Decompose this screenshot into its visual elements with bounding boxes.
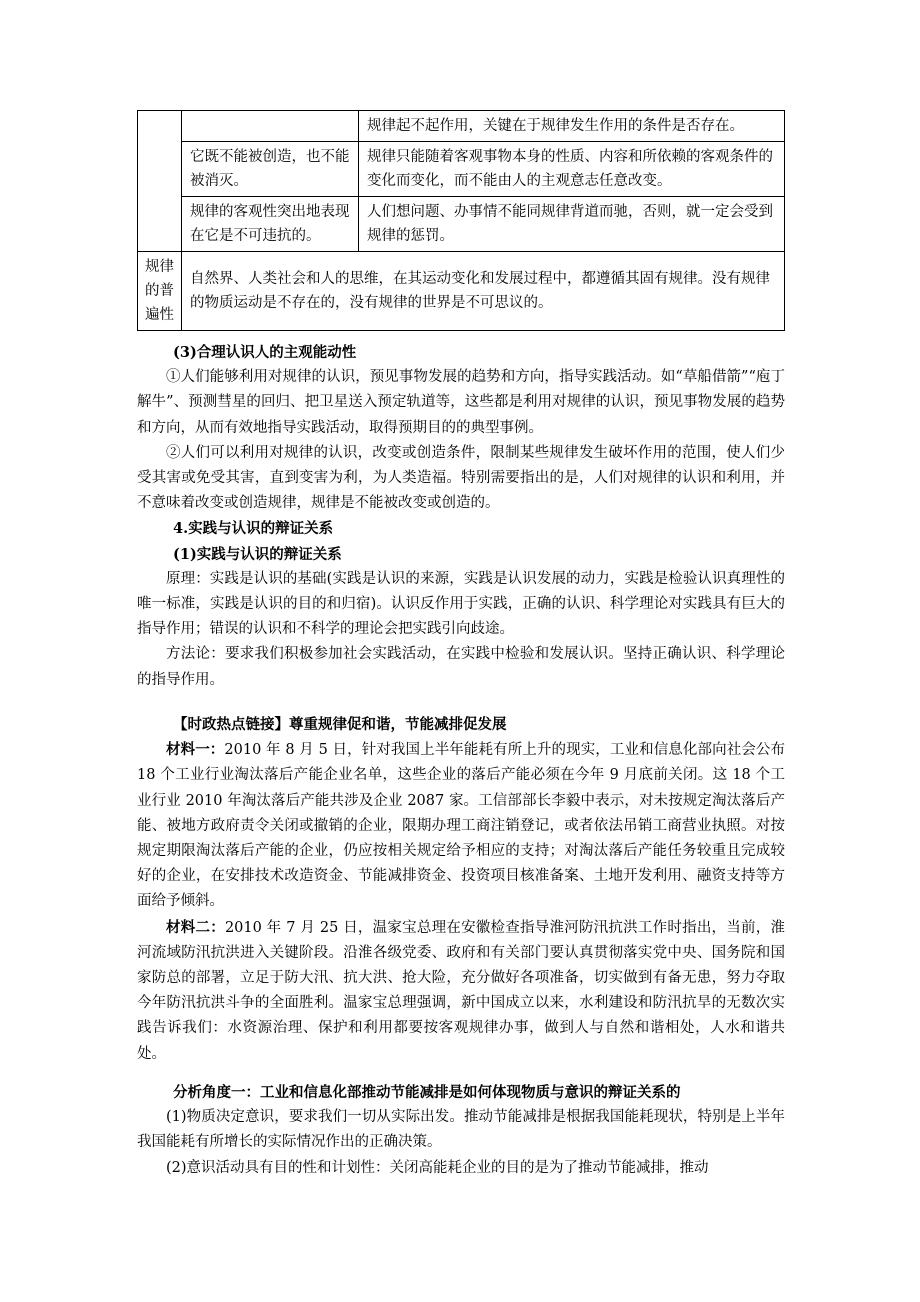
material-two bbox=[137, 915, 785, 1067]
paragraph: (1)物质决定意识，要求我们一切从实际出发。推动节能减排是根据我国能耗现状，特别是上半年我国能耗有所增长的实际情况作出的正确决策。 bbox=[137, 1109, 785, 1151]
table-cell bbox=[138, 111, 182, 252]
law-table bbox=[137, 110, 785, 331]
paragraph: 原理：实践是认识的基础(实践是认识的来源，实践是认识发展的动力，实践是检验认识真理性的唯一标准，实践是认识的目的和归宿)。认识反作用于实践，正确的认识、科学理论对实践具有巨大的指导作用；错误的认识和不科学的理论会把实践引向歧途。 bbox=[137, 570, 785, 638]
material-label: 材料一： bbox=[166, 741, 225, 759]
material-label: 材料二： bbox=[166, 918, 225, 936]
paragraph: (2)意识活动具有目的性和计划性：关闭高能耗企业的目的是为了推动节能减排，推动 bbox=[166, 1159, 709, 1176]
section-heading: 【时政热点链接】尊重规律促和谐，节能减排促发展 bbox=[173, 716, 507, 733]
table-row bbox=[138, 197, 785, 252]
table-cell bbox=[182, 111, 359, 142]
section-heading: 分析角度一：工业和信息化部推动节能减排是如何体现物质与意识的辩证关系的 bbox=[173, 1084, 681, 1101]
paragraph: ①人们能够利用对规律的认识，预见事物发展的趋势和方向，指导实践活动。如“草船借箭”“庖丁解牛”、预测彗星的回归、把卫星送入预定轨道等，这些都是利用对规律的认识，预见事物发展的趋势和方向，从而有效地指导实践活动，取得预期目的的典型事例。 bbox=[137, 369, 785, 436]
paragraph: ②人们可以利用对规律的认识，改变或创造条件，限制某些规律发生破坏作用的范围，使人们少受其害或免受其害，直到变害为利，为人类造福。特别需要指出的是，人们对规律的认识和利用，并不意味着改变或创造规律，规律是不能被改变或创造的。 bbox=[137, 444, 785, 512]
material-text: 2010 年 7 月 25 日，温家宝总理在安徽检查指导淮河防汛抗洪工作时指出，当前，淮河流域防汛抗洪进入关键阶段。沿淮各级党委、政府和有关部门要认真贯彻落实党中央、国务院和国家防总的部署，立足于防大汛、抗大洪、抢大险，充分做好各项准备，切实做到有备无患，努力夺取今年防汛抗洪斗争的全面胜利。温家宝总理强调，新中国成立以来，水利建设和防汛抗旱的无数次实践告诉我们：水资源治理、保护和利用都要按客观规律办事，做到人与自然和谐相处，人水和谐共处。 bbox=[137, 919, 785, 1062]
table-row bbox=[138, 252, 785, 331]
table-cell: 规律的客观性突出地表现在它是不可违抗的。 bbox=[182, 197, 359, 252]
section-subjective-initiative bbox=[137, 340, 785, 693]
table-cell: 人们想问题、办事情不能同规律背道而驰，否则，就一定会受到规律的惩罚。 bbox=[359, 197, 785, 252]
table-row bbox=[138, 111, 785, 142]
section-hot-topic bbox=[137, 712, 785, 1067]
paragraph: 方法论：要求我们积极参加社会实践活动，在实践中检验和发展认识。坚持正确认识、科学理论的指导作用。 bbox=[137, 646, 785, 688]
table-cell: 规律只能随着客观事物本身的性质、内容和所依赖的客观条件的变化而变化，而不能由人的主观意志任意改变。 bbox=[359, 142, 785, 197]
table-cell-universality: 规律的普遍性 bbox=[138, 252, 182, 331]
material-text: 2010 年 8 月 5 日，针对我国上半年能耗有所上升的现实，工业和信息化部向社会公布 18 个工业行业淘汰落后产能企业名单，这些企业的落后产能必须在今年 9 月底前关闭。这 18 个工业行业 2010 年淘汰落后产能共涉及企业 2087 家。工信部部长李毅中表示，对未按规定淘汰落后产能、被地方政府责令关闭或撤销的企业，限期办理工商注销登记，或者依法吊销工商营业执照。对按规定期限淘汰落后产能的企业，仍应按相关规定给予相应的支持；对淘汰落后产能任务较重且完成较好的企业，在安排技术改造资金、节能减排资金、投资项目核准备案、土地开发利用、融资支持等方面给予倾斜。 bbox=[137, 742, 785, 910]
table-cell: 自然界、人类社会和人的思维，在其运动变化和发展过程中，都遵循其固有规律。没有规律的物质运动是不存在的，没有规律的世界是不可思议的。 bbox=[182, 252, 785, 331]
section-heading: 4.实践与认识的辩证关系 bbox=[173, 520, 334, 538]
table-cell: 它既不能被创造，也不能被消灭。 bbox=[182, 142, 359, 197]
table-row bbox=[138, 142, 785, 197]
material-one bbox=[137, 737, 785, 914]
table-cell: 规律起不起作用，关键在于规律发生作用的条件是否存在。 bbox=[359, 111, 785, 142]
section-analysis bbox=[137, 1080, 785, 1181]
subsection-heading: (1)实践与认识的辩证关系 bbox=[173, 545, 342, 563]
section-heading: (3)合理认识人的主观能动性 bbox=[173, 344, 357, 361]
